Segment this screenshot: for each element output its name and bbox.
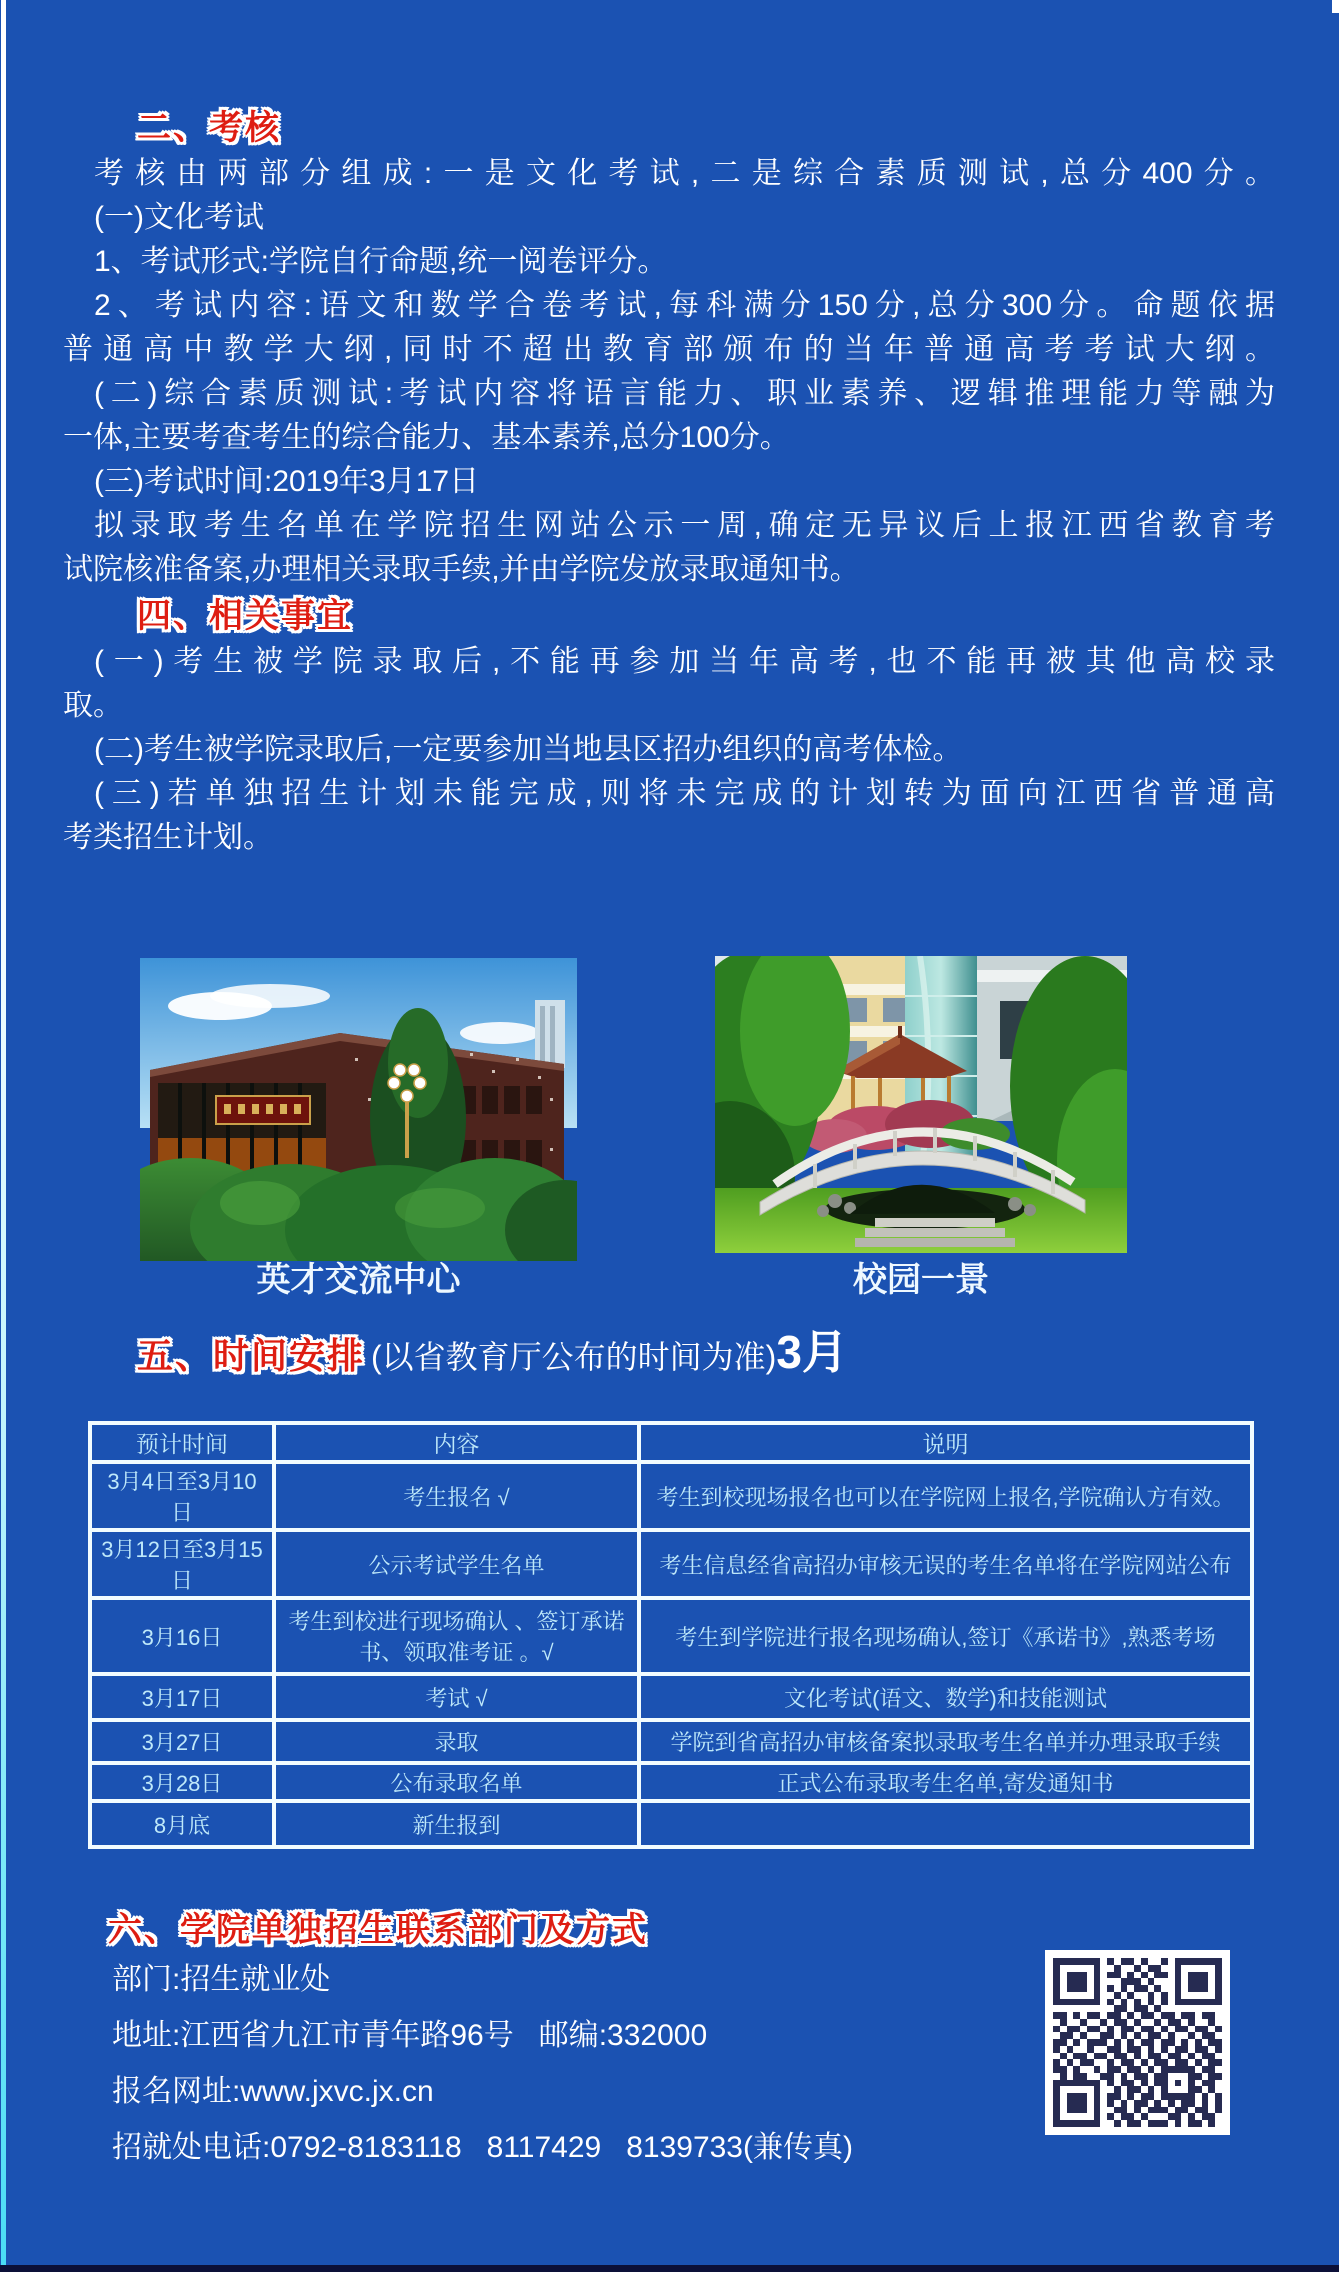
building-photo-illustration xyxy=(140,958,577,1261)
cell-time: 3月4日至3月10日 xyxy=(90,1462,274,1530)
cell-note: 文化考试(语文、数学)和技能测试 xyxy=(639,1674,1252,1720)
contact-website: 报名网址:www.jxvc.jx.cn xyxy=(112,2075,434,2108)
text-line: 普通高中教学大纲,同时不超出教育部颁布的当年普通高考考试大纲。 xyxy=(63,333,1275,366)
cell-time: 3月28日 xyxy=(90,1763,274,1801)
col-header-time: 预计时间 xyxy=(90,1423,274,1462)
cell-note: 学院到省高招办审核备案拟录取考生名单并办理录取手续 xyxy=(639,1720,1252,1763)
section-heading-xiangguan: 四、相关事宜 xyxy=(137,597,353,635)
text-line: (三)考试时间:2019年3月17日 xyxy=(94,465,480,498)
cell-note xyxy=(639,1801,1252,1847)
corner-sliver xyxy=(1332,0,1339,13)
cell-content: 录取 xyxy=(274,1720,639,1763)
text-line: (三)若单独招生计划未能完成,则将未完成的计划转为面向江西省普通高 xyxy=(94,777,1275,810)
text-line: 试院核准备案,办理相关录取手续,并由学院发放录取通知书。 xyxy=(63,553,860,586)
cell-time: 3月27日 xyxy=(90,1720,274,1763)
section-heading-shijian xyxy=(137,1326,848,1378)
cell-content: 公示考试学生名单 xyxy=(274,1530,639,1598)
shijian-month: 3月 xyxy=(776,1326,848,1378)
qr-code xyxy=(1053,1958,1222,2127)
photo-caption-left: 英才交流中心 xyxy=(256,1261,461,1299)
cell-content: 考生报名 √ xyxy=(274,1462,639,1530)
text-line: (一)文化考试 xyxy=(94,201,264,234)
contact-phone: 招就处电话:0792-8183118 8117429 8139733(兼传真) xyxy=(112,2131,853,2164)
table-header-row xyxy=(90,1423,1252,1462)
contact-department: 部门:招生就业处 xyxy=(112,1963,331,1996)
text-line: (二)综合素质测试:考试内容将语言能力、职业素养、逻辑推理能力等融为 xyxy=(94,377,1275,410)
section-heading-kaohe: 二、考核 xyxy=(137,109,281,147)
col-header-content: 内容 xyxy=(274,1423,639,1462)
text-line: 2、考试内容:语文和数学合卷考试,每科满分150分,总分300分。命题依据 xyxy=(94,289,1275,322)
text-line: (一)考生被学院录取后,不能再参加当年高考,也不能再被其他高校录 xyxy=(94,645,1275,678)
main-text xyxy=(63,104,1275,860)
text-line: 考类招生计划。 xyxy=(63,821,273,854)
shijian-heading-text: 五、时间安排 xyxy=(137,1335,366,1376)
schedule-table xyxy=(88,1421,1254,1849)
cell-time: 3月12日至3月15日 xyxy=(90,1530,274,1598)
cell-note: 正式公布录取考生名单,寄发通知书 xyxy=(639,1763,1252,1801)
table-row xyxy=(90,1462,1252,1530)
text-line: (二)考生被学院录取后,一定要参加当地县区招办组织的高考体检。 xyxy=(94,733,963,766)
photo-talent-exchange-center xyxy=(140,958,577,1261)
photo-campus-scene xyxy=(715,956,1127,1253)
table-row xyxy=(90,1763,1252,1801)
photo-caption-right: 校园一景 xyxy=(853,1261,989,1299)
cell-note: 考生到学院进行报名现场确认,签订《承诺书》,熟悉考场 xyxy=(639,1598,1252,1674)
contact-address: 地址:江西省九江市青年路96号 邮编:332000 xyxy=(112,2019,708,2052)
cell-time: 3月17日 xyxy=(90,1674,274,1720)
shijian-note: (以省教育厅公布的时间为准) xyxy=(371,1339,777,1375)
table-row xyxy=(90,1801,1252,1847)
text-line: 取。 xyxy=(63,689,123,722)
cell-note: 考生到校现场报名也可以在学院网上报名,学院确认方有效。 xyxy=(639,1462,1252,1530)
table-row xyxy=(90,1720,1252,1763)
cell-content: 公布录取名单 xyxy=(274,1763,639,1801)
garden-photo-illustration xyxy=(715,956,1127,1253)
bottom-bar xyxy=(0,2265,1339,2272)
cell-time: 8月底 xyxy=(90,1801,274,1847)
text-line: 一体,主要考查考生的综合能力、基本素养,总分100分。 xyxy=(63,421,790,454)
text-line: 拟录取考生名单在学院招生网站公示一周,确定无异议后上报江西省教育考 xyxy=(94,509,1275,542)
left-edge-glow xyxy=(1,0,6,2272)
cell-content: 考试 √ xyxy=(274,1674,639,1720)
qr-code-box xyxy=(1045,1950,1230,2135)
text-line: 1、考试形式:学院自行命题,统一阅卷评分。 xyxy=(94,245,668,278)
cell-content: 新生报到 xyxy=(274,1801,639,1847)
section-heading-lianxi: 六、学院单独招生联系部门及方式 xyxy=(108,1911,648,1949)
table-row xyxy=(90,1674,1252,1720)
contact-info xyxy=(112,1952,1052,2176)
text-line: 考核由两部分组成:一是文化考试,二是综合素质测试,总分400分。 xyxy=(94,157,1275,190)
schedule-table-wrap xyxy=(88,1421,1254,1849)
table-row xyxy=(90,1530,1252,1598)
cell-note: 考生信息经省高招办审核无误的考生名单将在学院网站公布 xyxy=(639,1530,1252,1598)
cell-time: 3月16日 xyxy=(90,1598,274,1674)
table-row xyxy=(90,1598,1252,1674)
col-header-note: 说明 xyxy=(639,1423,1252,1462)
cell-content: 考生到校进行现场确认 、签订承诺书、领取准考证 。√ xyxy=(274,1598,639,1674)
